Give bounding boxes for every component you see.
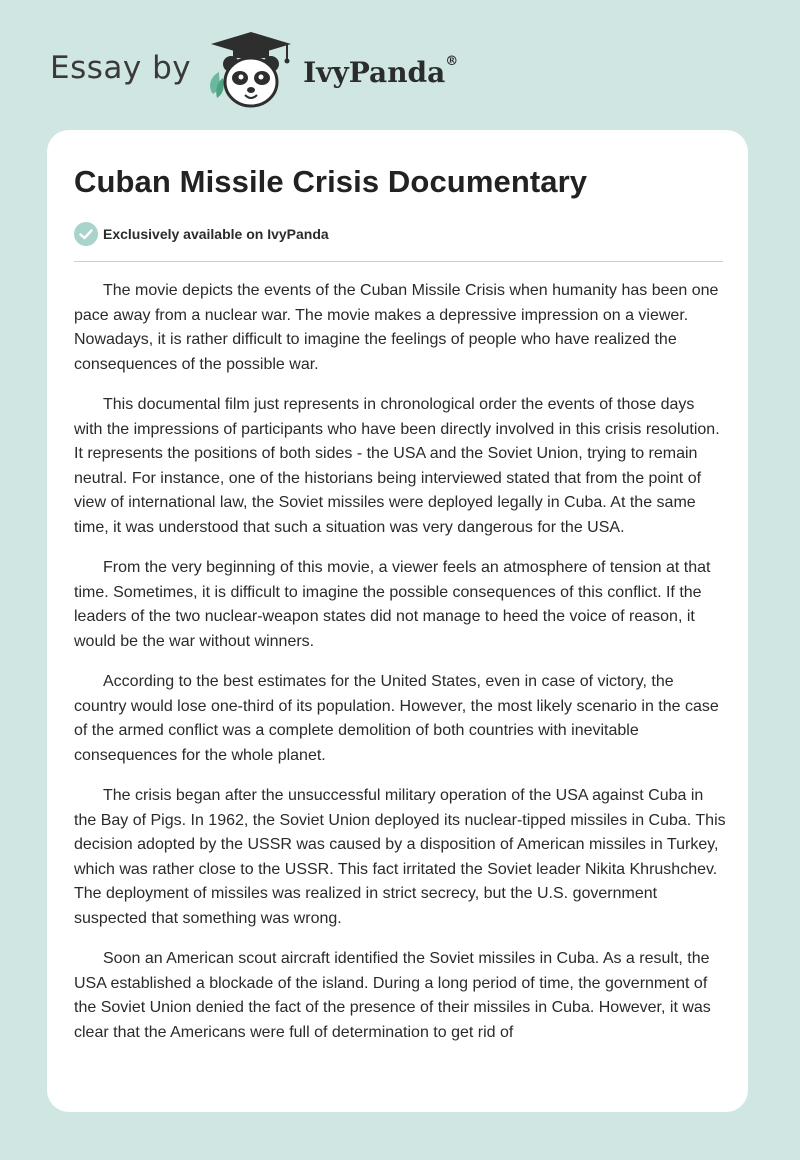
brand-logo-text[interactable]: [303, 53, 459, 89]
exclusive-badge: [74, 222, 329, 246]
brand-name: IvyPanda: [303, 55, 446, 89]
essay-card: [47, 130, 748, 1112]
registered-mark: ®: [445, 53, 459, 69]
site-header: [50, 30, 458, 110]
check-badge-icon: [74, 222, 98, 246]
paragraph: This documental film just represents in chronological order the events of those days with the impressions of participants who have been directly involved in this crisis resolution. It represents the positions of both sides - the USA and the Soviet Union, trying to remain neutral. For instance, one of the historians being interviewed stated that from the point of view of international law, the Soviet missiles were deployed legally in Cuba. At the same time, it was understood that such a situation was very dangerous for the USA.: [74, 396, 720, 536]
divider: [74, 261, 723, 262]
paragraph: The movie depicts the events of the Cuban Missile Crisis when humanity has been one pace away from a nuclear war. The movie makes a depressive impression on a viewer. Nowadays, it is rather difficult to imagine the feelings of people who have realized the consequences of the possible war.: [74, 282, 719, 373]
page-title: Cuban Missile Crisis Documentary: [74, 164, 588, 199]
paragraph: According to the best estimates for the United States, even in case of victory, the country would lose one-third of its population. However, the most likely scenario in the case of the armed conflict was a complete demolition of both countries with inevitable consequences for the whole planet.: [74, 673, 719, 764]
essay-by-label: Essay by: [50, 50, 192, 86]
panda-logo-icon[interactable]: [205, 30, 297, 110]
paragraph: The crisis began after the unsuccessful military operation of the USA against Cuba in the Bay of Pigs. In 1962, the Soviet Union deployed its nuclear-tipped missiles in Cuba. This decision adopted by the USSR was caused by a disposition of American missiles in Turkey, which was rather close to the USSR. This fact irritated the Soviet leader Nikita Khrushchev. The deployment of missiles was realized in strict secrecy, but the U.S. government suspected that something was wrong.: [74, 787, 726, 927]
paragraph: From the very beginning of this movie, a viewer feels an atmosphere of tension at that time. Sometimes, it is difficult to imagine the possible consequences of this conflict. If the leaders of the two nuclear-weapon states did not manage to heed the voice of reason, it would be the war without winners.: [74, 559, 711, 650]
essay-body: [74, 279, 726, 1061]
paragraph: Soon an American scout aircraft identified the Soviet missiles in Cuba. As a result, the USA established a blockade of the island. During a long period of time, the government of the Soviet Union denied the fact of the presence of their missiles in Cuba. However, it was clear that the Americans were full of determination to get rid of: [74, 950, 711, 1041]
exclusive-label: Exclusively available on IvyPanda: [103, 226, 329, 242]
